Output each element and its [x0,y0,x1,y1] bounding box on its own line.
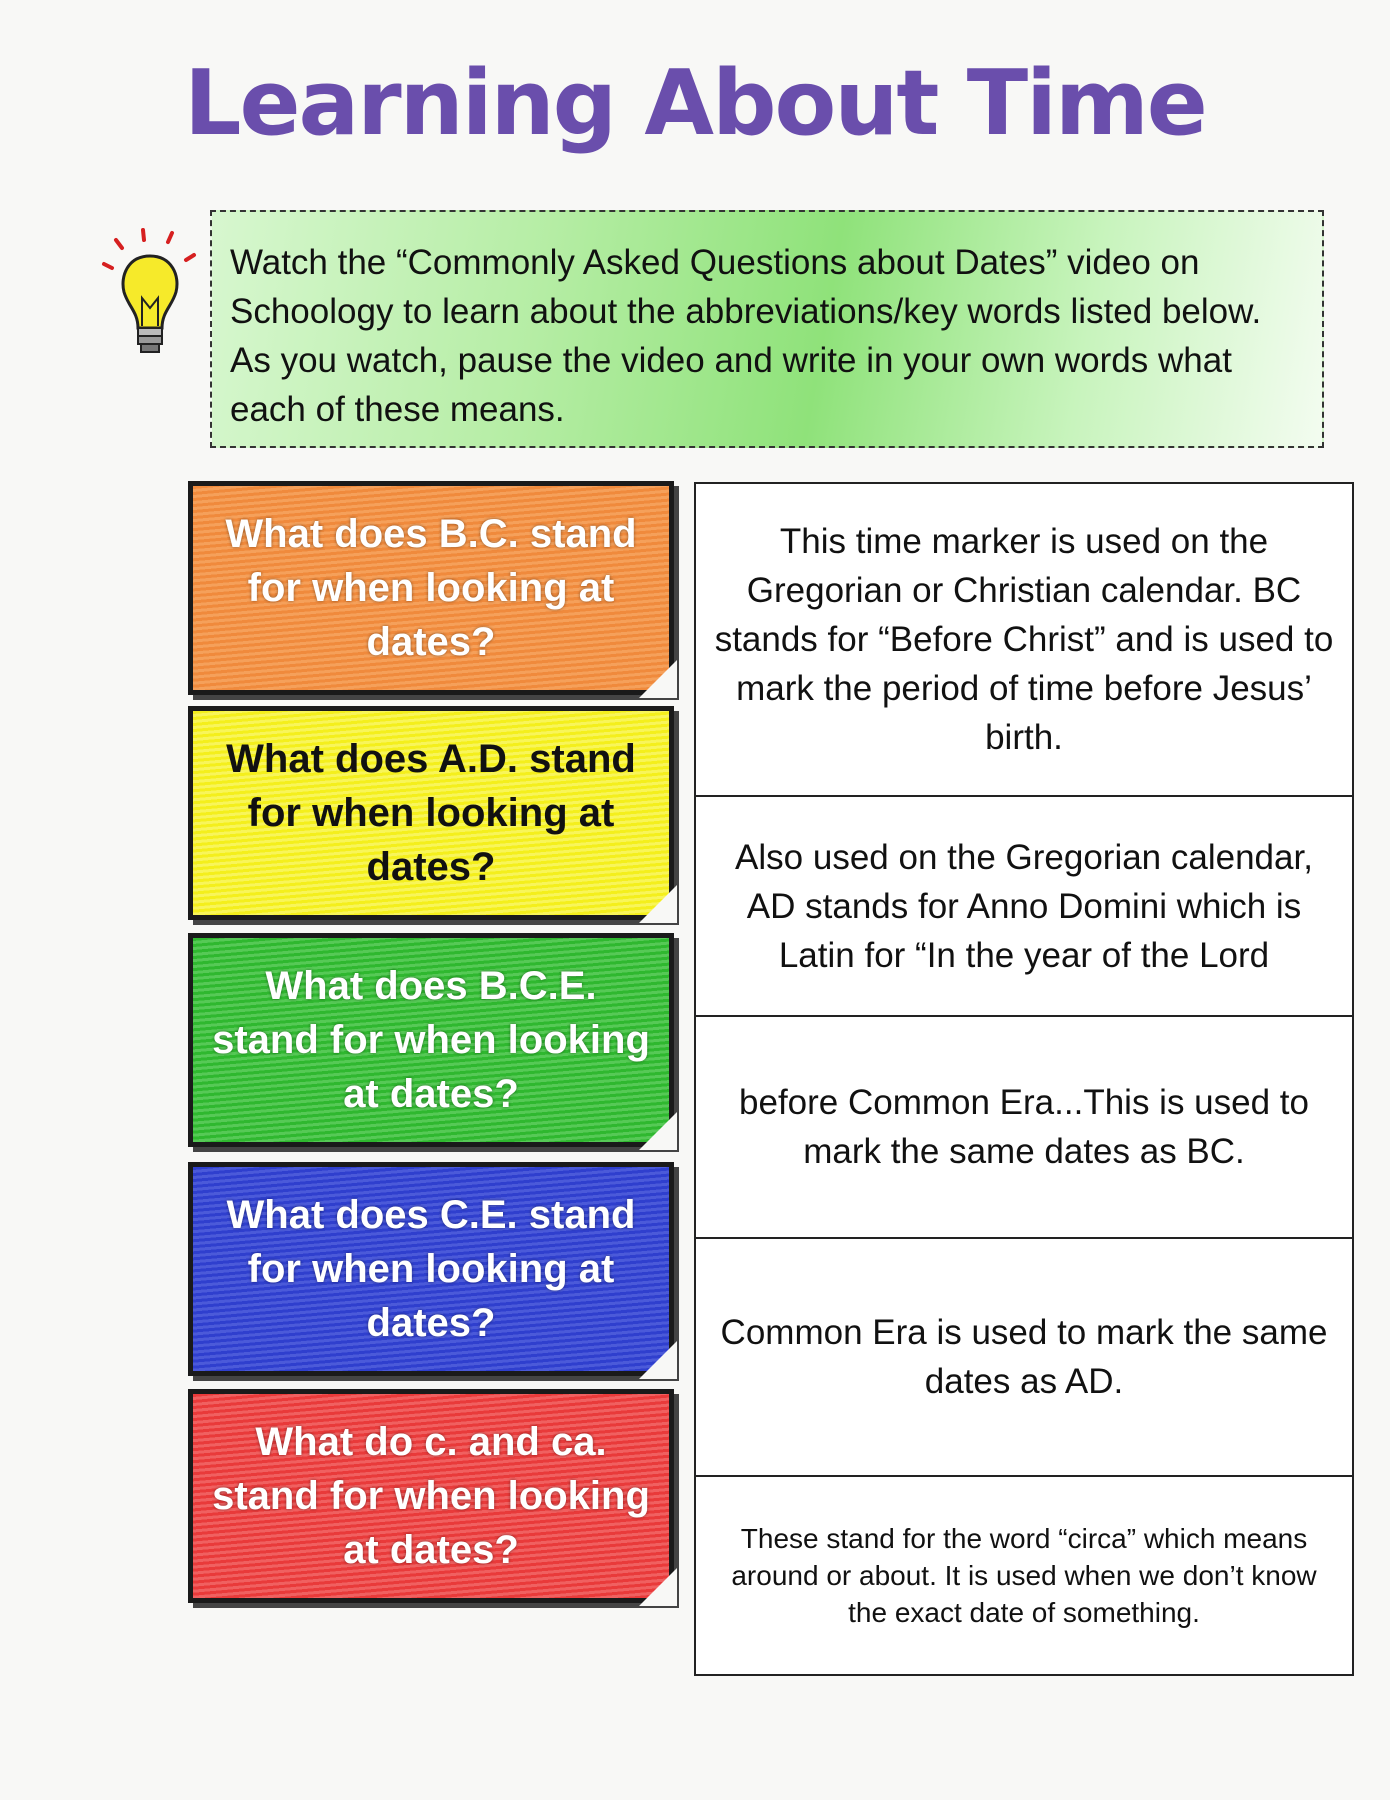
page-curl [639,1341,677,1379]
lightbulb-icon [100,228,210,368]
question-bc-label: What does B.C. stand for when looking at dates? [225,512,637,664]
question-ce [188,1162,674,1376]
question-ce-label: What does C.E. stand for when looking at dates? [226,1193,636,1345]
question-circa-label: What do c. and ca. stand for when looking at dates? [212,1420,650,1572]
question-ad-label: What does A.D. stand for when looking at dates? [226,737,636,889]
answers-table [694,482,1354,1676]
answer-ce: Common Era is used to mark the same dates as AD. [696,1239,1352,1477]
page-title: Learning About Time [184,51,1206,156]
page-curl [639,660,677,698]
question-circa [188,1389,674,1603]
answer-ad: Also used on the Gregorian calendar, AD stands for Anno Domini which is Latin for “In the year of the Lord [696,797,1352,1017]
page-curl [639,1112,677,1150]
answer-bc: This time marker is used on the Gregorian or Christian calendar. BC stands for “Before Christ” and is used to mark the period of time before Jesus’ birth. [696,484,1352,797]
question-bc [188,481,674,695]
question-bce [188,933,674,1147]
question-ad [188,706,674,920]
page-curl [639,885,677,923]
instructions-box: Watch the “Commonly Asked Questions about Dates” video on Schoology to learn about the abbreviations/key words listed below. As you watch, pause the video and write in your own words what each of these means. [210,210,1324,448]
question-bce-label: What does B.C.E. stand for when looking at dates? [212,964,650,1116]
answer-circa: These stand for the word “circa” which means around or about. It is used when we don’t know the exact date of something. [731,1523,1317,1628]
answer-bce: before Common Era...This is used to mark the same dates as BC. [696,1017,1352,1239]
page-curl [639,1568,677,1606]
